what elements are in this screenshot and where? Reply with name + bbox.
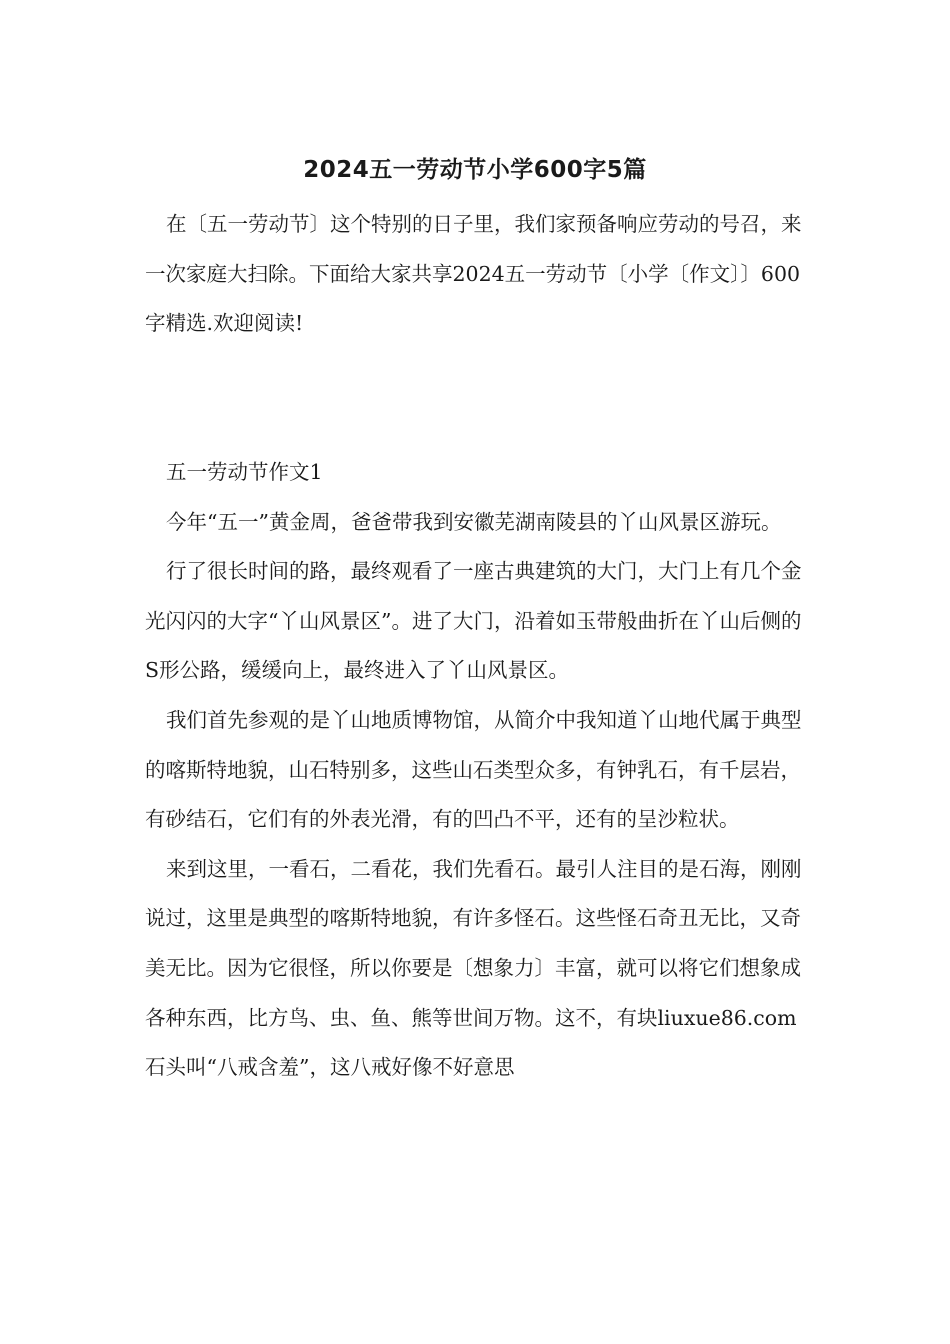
essay-paragraph-4: 来到这里，一看石，二看花，我们先看石。最引人注目的是石海，刚刚说过，这里是典型的喀斯特地貌，有许多怪石。这些怪石奇丑无比，又奇美无比。因为它很怪，所以你要是〔想象力〕丰富，就可以将它们想象成各种东西，比方鸟、虫、鱼、熊等世间万物。这不，有块liuxue86.com石头叫“八戒含羞”，这八戒好像不好意思 [145,856,802,1080]
essay-section [145,448,813,1093]
intro-paragraph: 在〔五一劳动节〕这个特别的日子里，我们家预备响应劳动的号召，来一次家庭大扫除。下面给大家共享2024五一劳动节〔小学〔作文〕〕600字精选.欢迎阅读! [145,212,802,336]
document-title: 2024五一劳动节小学600字5篇 [303,157,647,183]
essay-paragraph-1: 今年“五一”黄金周，爸爸带我到安徽芜湖南陵县的丫山风景区游玩。 [166,509,782,534]
section-heading: 五一劳动节作文1 [166,460,323,484]
essay-paragraph-3: 我们首先参观的是丫山地质博物馆，从简介中我知道丫山地代属于典型的喀斯特地貌，山石特别多，这些山石类型众多，有钟乳石，有千层岩，有砂结石，它们有的外表光滑，有的凹凸不平，还有的呈沙粒状。 [145,707,802,832]
essay-paragraph-2: 行了很长时间的路，最终观看了一座古典建筑的大门，大门上有几个金光闪闪的大字“丫山风景区”。进了大门，沿着如玉带般曲折在丫山后侧的S形公路，缓缓向上，最终进入了丫山风景区。 [145,559,802,683]
